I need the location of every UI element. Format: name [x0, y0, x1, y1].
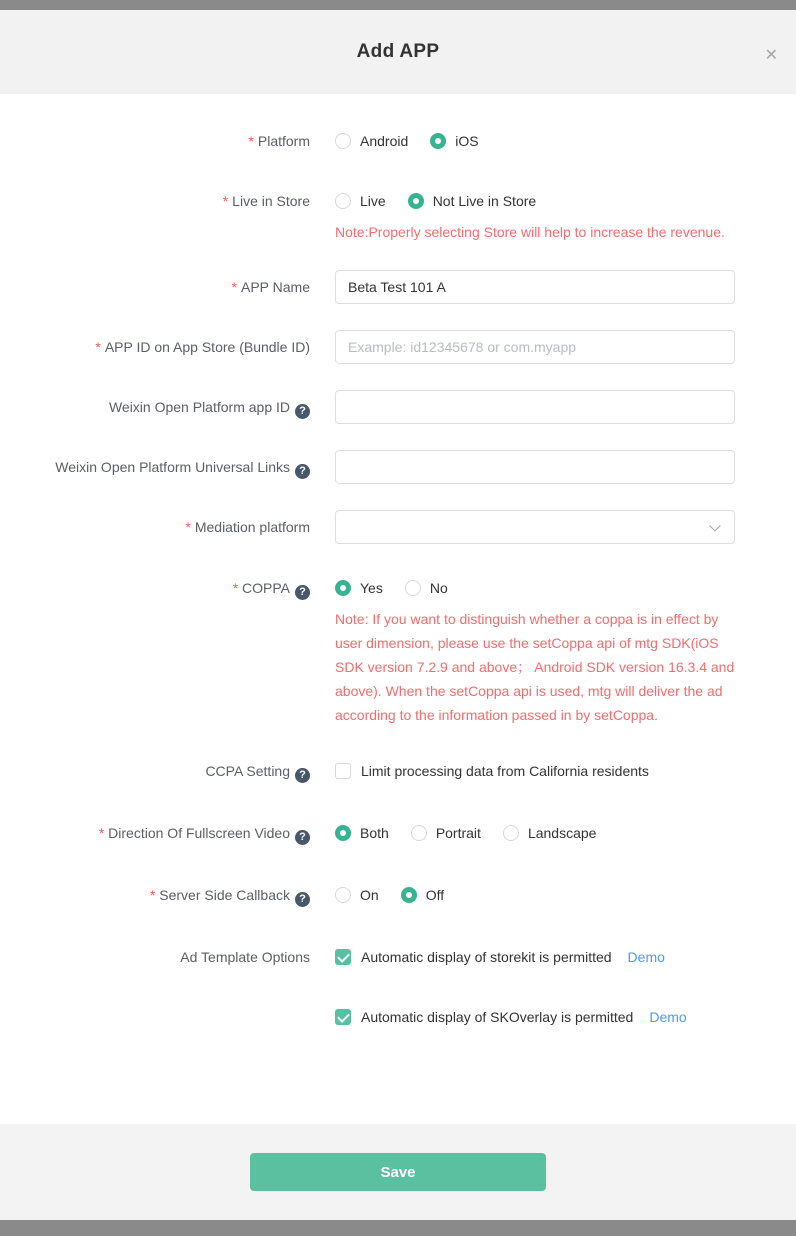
- direction-radio-group: [335, 823, 596, 843]
- weixin-universal-links-input[interactable]: [335, 450, 735, 484]
- modal-title: Add APP: [356, 41, 440, 62]
- coppa-radio-group: [335, 578, 735, 598]
- app-id-label: * APP ID on App Store (Bundle ID): [95, 339, 310, 355]
- radio-coppa-no[interactable]: No: [405, 578, 448, 598]
- radio-off[interactable]: Off: [401, 885, 444, 905]
- server-side-callback-label: * Server Side Callback ?: [0, 885, 310, 907]
- mediation-platform-row: [0, 510, 796, 544]
- live-in-store-control: [335, 191, 735, 244]
- radio-android[interactable]: Android: [335, 131, 408, 151]
- weixin-universal-links-label: Weixin Open Platform Universal Links ?: [0, 450, 310, 484]
- app-id-row: [0, 330, 796, 364]
- live-in-store-radio-group: [335, 191, 735, 211]
- radio-circle-selected[interactable]: [335, 580, 351, 596]
- ad-template-storekit-row: [0, 947, 796, 967]
- skoverlay-checkbox-label: Automatic display of SKOverlay is permitted: [361, 1009, 634, 1025]
- help-icon[interactable]: ?: [295, 404, 310, 419]
- radio-portrait[interactable]: Portrait: [411, 823, 481, 843]
- radio-circle-selected[interactable]: [408, 193, 424, 209]
- radio-circle-unselected[interactable]: [503, 825, 519, 841]
- weixin-app-id-label: Weixin Open Platform app ID ?: [0, 390, 310, 424]
- save-button[interactable]: Save: [250, 1153, 546, 1191]
- server-side-callback-row: [0, 885, 796, 907]
- storekit-checkbox-row: [335, 947, 665, 967]
- radio-circle-unselected[interactable]: [405, 580, 421, 596]
- coppa-note: Note: If you want to distinguish whether a coppa is in effect by user dimension, please use the setCoppa api of mtg SDK(iOS SDK version 7.2.9 and above； Android SDK version 16.3.4 and above). When the setCoppa api is used, mtg will deliver the ad according to the information passed in by setCoppa.: [335, 611, 735, 723]
- radio-circle-unselected[interactable]: [335, 133, 351, 149]
- direction-label: * Direction Of Fullscreen Video ?: [0, 823, 310, 845]
- radio-not-live-in-store[interactable]: Not Live in Store: [408, 191, 537, 211]
- live-in-store-row: [0, 191, 796, 244]
- radio-circle-unselected[interactable]: [335, 193, 351, 209]
- help-icon[interactable]: ?: [295, 585, 310, 600]
- close-icon[interactable]: ✕: [764, 47, 778, 64]
- add-app-form: [0, 94, 796, 1124]
- modal-header: [0, 10, 796, 94]
- platform-label: * Platform: [248, 133, 310, 149]
- mediation-platform-label: * Mediation platform: [185, 519, 310, 535]
- direction-row: [0, 823, 796, 845]
- radio-both[interactable]: Both: [335, 823, 389, 843]
- mediation-platform-select[interactable]: [335, 510, 735, 544]
- required-marker: *: [185, 519, 191, 535]
- skoverlay-demo-link[interactable]: Demo: [649, 1009, 687, 1025]
- ccpa-label: CCPA Setting ?: [0, 761, 310, 783]
- required-marker: *: [98, 825, 105, 841]
- platform-radio-group: [335, 131, 479, 151]
- radio-on[interactable]: On: [335, 885, 379, 905]
- app-name-row: [0, 270, 796, 304]
- radio-ios[interactable]: iOS: [430, 131, 478, 151]
- app-name-input[interactable]: [335, 270, 735, 304]
- required-marker: *: [222, 193, 229, 209]
- live-in-store-note: Note:Properly selecting Store will help to increase the revenue.: [335, 224, 725, 240]
- ad-template-options-label: Ad Template Options: [180, 949, 310, 965]
- required-marker: *: [248, 133, 254, 149]
- radio-coppa-yes[interactable]: Yes: [335, 578, 383, 598]
- help-icon[interactable]: ?: [295, 892, 310, 907]
- required-marker: *: [231, 279, 237, 295]
- ccpa-checkbox[interactable]: [335, 763, 351, 779]
- coppa-row: [0, 578, 796, 727]
- ad-template-skoverlay-row: [0, 1007, 796, 1027]
- radio-circle-selected[interactable]: [430, 133, 446, 149]
- radio-circle-selected[interactable]: [335, 825, 351, 841]
- live-in-store-label: * Live in Store: [222, 193, 310, 209]
- coppa-label: * COPPA ?: [0, 578, 310, 600]
- ccpa-checkbox-label: Limit processing data from California residents: [361, 763, 649, 779]
- required-marker: *: [232, 580, 239, 596]
- help-icon[interactable]: ?: [295, 830, 310, 845]
- skoverlay-checkbox[interactable]: [335, 1009, 351, 1025]
- weixin-app-id-row: [0, 390, 796, 424]
- page-background-bottom: [0, 1220, 796, 1236]
- app-name-label: * APP Name: [231, 279, 310, 295]
- app-id-input[interactable]: [335, 330, 735, 364]
- chevron-down-icon: [709, 520, 720, 531]
- server-side-callback-radio-group: [335, 885, 444, 905]
- radio-circle-selected[interactable]: [401, 887, 417, 903]
- radio-landscape[interactable]: Landscape: [503, 823, 597, 843]
- required-marker: *: [95, 339, 101, 355]
- skoverlay-checkbox-row: [335, 1007, 687, 1027]
- weixin-universal-links-row: [0, 450, 796, 484]
- modal-footer: [0, 1124, 796, 1220]
- coppa-control: [335, 578, 735, 727]
- platform-row: [0, 131, 796, 151]
- storekit-checkbox[interactable]: [335, 949, 351, 965]
- weixin-app-id-input[interactable]: [335, 390, 735, 424]
- radio-live[interactable]: Live: [335, 191, 386, 211]
- radio-circle-unselected[interactable]: [335, 887, 351, 903]
- help-icon[interactable]: ?: [295, 464, 310, 479]
- page-background-top: [0, 0, 796, 10]
- ccpa-row: [0, 761, 796, 783]
- ccpa-checkbox-row: [335, 761, 649, 781]
- storekit-checkbox-label: Automatic display of storekit is permitted: [361, 949, 612, 965]
- required-marker: *: [149, 887, 156, 903]
- help-icon[interactable]: ?: [295, 768, 310, 783]
- radio-circle-unselected[interactable]: [411, 825, 427, 841]
- storekit-demo-link[interactable]: Demo: [627, 949, 665, 965]
